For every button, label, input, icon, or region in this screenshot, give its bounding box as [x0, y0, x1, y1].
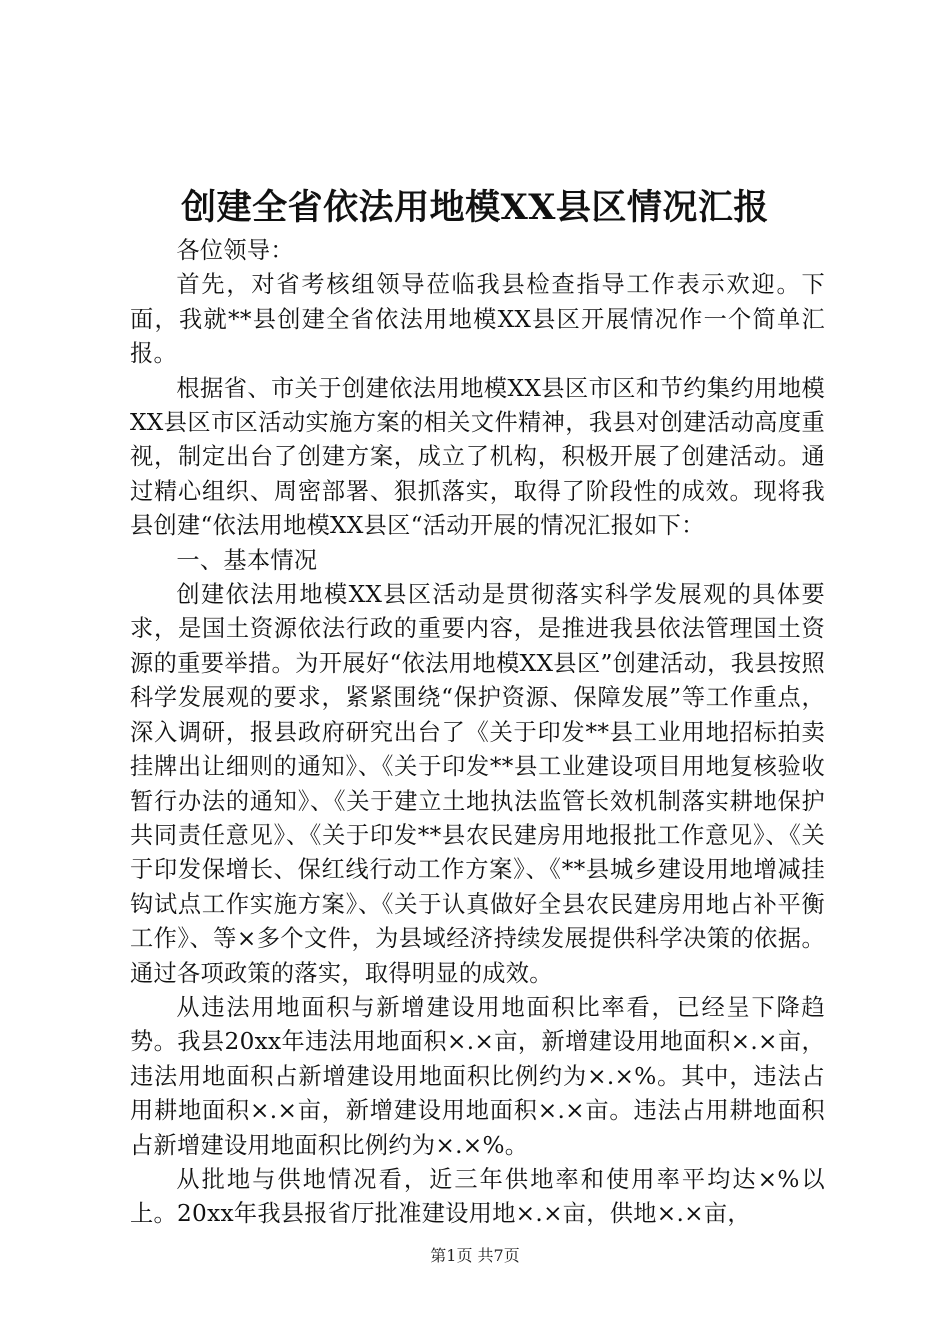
document-title: 创建全省依法用地模XX县区情况汇报	[181, 187, 769, 228]
land-supply-paragraph: 从批地与供地情况看，近三年供地率和使用率平均达×%以上。20xx年我县报省厅批准建设用地×.×亩，供地×.×亩，	[130, 1165, 825, 1228]
page-number-footer: 第1页 共7页	[430, 1246, 520, 1265]
opening-paragraph: 首先，对省考核组领导莅临我县检查指导工作表示欢迎。下面，我就**县创建全省依法用地模XX县区开展情况作一个简单汇报。	[130, 271, 825, 368]
document-body	[130, 234, 825, 1232]
illegal-land-paragraph: 从违法用地面积与新增建设用地面积比率看，已经呈下降趋势。我县20xx年违法用地面积×.×亩，新增建设用地面积×.×亩，违法用地面积占新增建设用地面积比例约为×.×%。其中，违法占用耕地面积×.×亩，新增建设用地面积×.×亩。违法占用耕地面积占新增建设用地面积比例约为×.×%。	[130, 993, 825, 1159]
policy-paragraph: 创建依法用地模XX县区活动是贯彻落实科学发展观的具体要求，是国土资源依法行政的重要内容，是推进我县依法管理国土资源的重要举措。为开展好“依法用地模XX县区”创建活动，我县按照科学发展观的要求，紧紧围绕“保护资源、保障发展”等工作重点，深入调研，报县政府研究出台了《关于印发**县工业用地招标拍卖挂牌出让细则的通知》、《关于印发**县工业建设项目用地复核验收暂行办法的通知》、《关于建立土地执法监管长效机制落实耕地保护共同责任意见》、《关于印发**县农民建房用地报批工作意见》、《关于印发保增长、保红线行动工作方案》、《**县城乡建设用地增减挂钩试点工作实施方案》、《关于认真做好全县农民建房用地占补平衡工作》、等×多个文件，为县域经济持续发展提供科学决策的依据。通过各项政策的落实，取得明显的成效。	[130, 581, 825, 987]
salutation-paragraph: 各位领导：	[176, 237, 294, 264]
background-paragraph: 根据省、市关于创建依法用地模XX县区市区和节约集约用地模XX县区市区活动实施方案的相关文件精神，我县对创建活动高度重视，制定出台了创建方案，成立了机构，积极开展了创建活动。通过精心组织、周密部署、狠抓落实，取得了阶段性的成效。现将我县创建“依法用地模XX县区“活动开展的情况汇报如下：	[130, 374, 825, 540]
section-heading: 一、基本情况	[176, 546, 318, 574]
